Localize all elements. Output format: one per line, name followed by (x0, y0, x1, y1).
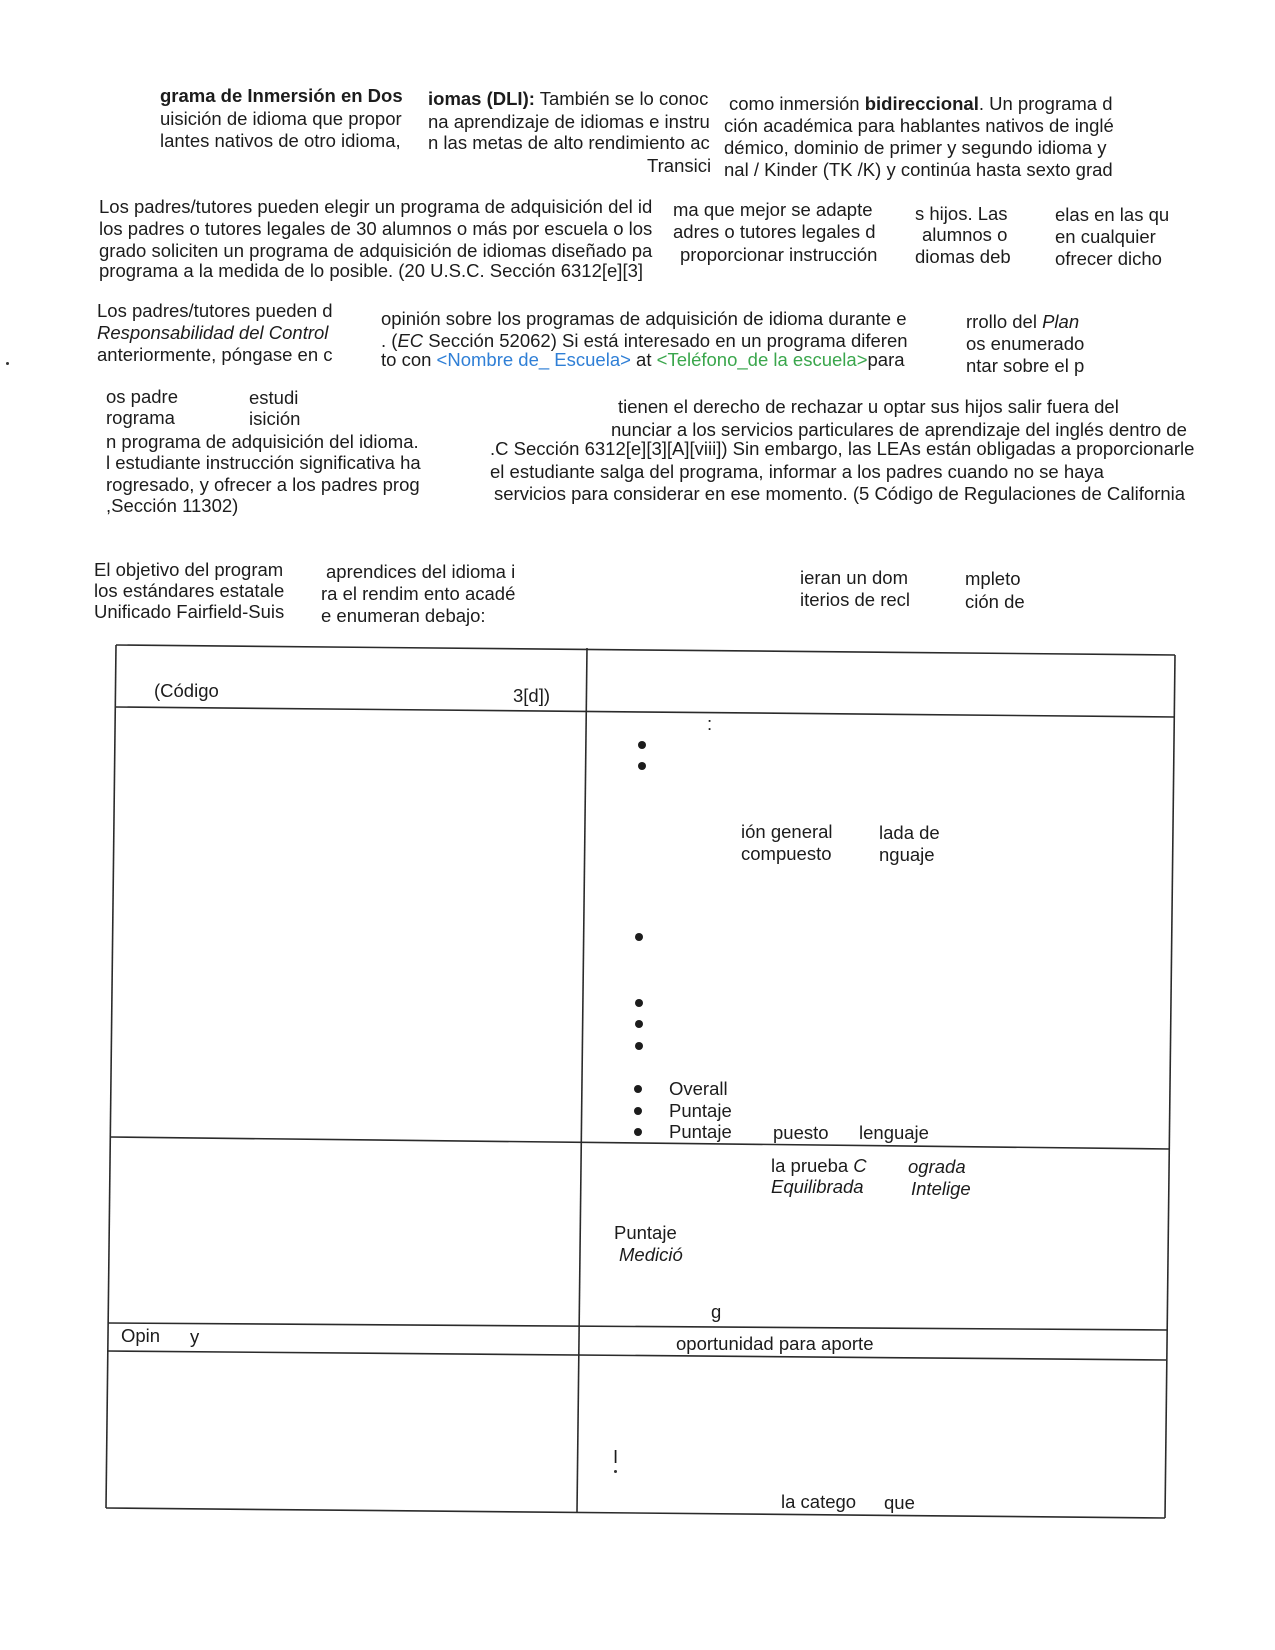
plan-italic: Plan (1042, 311, 1080, 332)
goal-col1-line-3: Unificado Fairfield-Suis (94, 601, 285, 622)
goal-col2-line-3: e enumeran debajo: (321, 605, 486, 626)
bullet-icon (638, 762, 646, 770)
dli-right-line-1-after: . Un programa d (978, 93, 1113, 114)
row5-fragment-que: que (884, 1492, 915, 1513)
row3-italic-intelige: Intelige (911, 1178, 971, 1199)
goal-col3-line-2: iterios de recl (800, 589, 911, 610)
request-col1-line-3: grado soliciten un programa de adquisición de idiomas diseñado pa (99, 240, 653, 261)
feedback-col2-line-1: opinión sobre los programas de adquisición de idioma durante e (381, 308, 907, 329)
dli-right-line-4: nal / Kinder (TK /K) y continúa hasta sexto grad (724, 159, 1113, 180)
optout-right-line-3: .C Sección 6312[e][3][A][viii]) Sin embargo, las LEAs están obligadas a proporcionarle (490, 438, 1195, 459)
row3-italic-equilibrada: Equilibrada (771, 1176, 864, 1197)
row3-g-fragment: g (711, 1301, 722, 1322)
optout-left-a-line-2: rograma (106, 407, 175, 428)
table-header-divider (116, 707, 1175, 717)
goal-col1-line-2: los estándares estatale (94, 580, 285, 601)
row2-fragment-compuesto: compuesto (741, 843, 832, 864)
feedback-col3-line-2: os enumerado (966, 333, 1085, 354)
bullet-icon (634, 1085, 642, 1093)
row4-left-opin: Opin (121, 1325, 161, 1346)
row5-fragment-catego: la catego (781, 1491, 857, 1512)
table-row3-divider (108, 1323, 1167, 1330)
request-col2-line-1: ma que mejor se adapte (673, 199, 873, 220)
request-col1-line-4: programa a la medida de lo posible. (20 U.S.C. Sección 6312[e][3] (99, 260, 644, 281)
row4-right-text: oportunidad para aporte (676, 1333, 874, 1354)
dli-left-line-1: grama de Inmersión en Dos (160, 85, 403, 106)
request-col1-line-2: los padres o tutores legales de 30 alumnos o más por escuela o los (99, 218, 653, 239)
request-col4-line-2: en cualquier (1055, 226, 1156, 247)
feedback-col1-line-2: Responsabilidad del Control (97, 322, 329, 343)
row2-tail-lenguaje: lenguaje (859, 1122, 929, 1143)
feedback-col3-line-1-before: rrollo del (966, 311, 1043, 332)
school-name-placeholder: <Nombre de_ Escuela> (436, 349, 631, 370)
optout-left-line-3: n programa de adquisición del idioma. (106, 431, 419, 452)
ec-code-italic: EC (397, 330, 424, 351)
goal-col1-line-1: El objetivo del program (94, 559, 284, 580)
request-col3-line-2: alumnos o (922, 224, 1008, 245)
request-col3-line-1: s hijos. Las (915, 203, 1008, 224)
table-row4-divider (107, 1351, 1166, 1360)
row3-prueba-text: la prueba (771, 1155, 854, 1176)
request-col3-line-3: diomas deb (915, 246, 1011, 267)
feedback-col1-line-1: Los padres/tutores pueden d (97, 300, 333, 321)
table-border-left (106, 645, 116, 1508)
dli-right-line-1-before: como inmersión (729, 93, 865, 114)
row3-prueba-italic: C (853, 1155, 867, 1176)
optout-right-line-1: tienen el derecho de rechazar u optar sus hijos salir fuera del (618, 396, 1119, 417)
goal-col2-line-1: aprendices del idioma i (326, 561, 516, 582)
goal-col2-line-2: ra el rendim ento acadé (321, 583, 516, 604)
feedback-col2-line-2-after: Sección 52062) Si está interesado en un programa diferen (423, 330, 908, 351)
row5-mark-dot (614, 1470, 617, 1473)
dli-transition-fragment: Transici (647, 155, 712, 176)
row5-mark: I (613, 1446, 619, 1467)
bullet-icon (635, 933, 643, 941)
optout-right-line-2: nunciar a los servicios particulares de aprendizaje del inglés dentro de (611, 419, 1187, 440)
request-col2-line-3: proporcionar instrucción (680, 244, 878, 265)
feedback-col2-line-2-before: . ( (381, 330, 398, 351)
request-col4-line-3: ofrecer dicho (1055, 248, 1162, 269)
goal-col3-line-1: ieran un dom (800, 567, 908, 588)
dli-bidirectional-bold: bidireccional (864, 93, 979, 114)
school-phone-placeholder: <Teléfono_de la escuela> (656, 349, 868, 370)
row2-fragment-lada: lada de (879, 822, 940, 843)
feedback-col2-line-3-at: at (630, 349, 657, 370)
row3-score-label: Puntaje (614, 1222, 677, 1243)
row3-italic-ograda: ograda (908, 1156, 966, 1177)
row4-left-y: y (190, 1326, 200, 1347)
feedback-col2-line-3-before: to con (381, 349, 437, 370)
row2-fragment-general: ión general (741, 821, 833, 842)
table-column-divider (577, 648, 587, 1512)
row2-colon: : (707, 713, 713, 734)
row3-prueba-line (771, 1155, 867, 1177)
feedback-col1-line-3: anteriormente, póngase en c (97, 344, 333, 365)
bullet-icon (634, 1107, 642, 1115)
row2-bullet-overall: Overall (669, 1078, 728, 1099)
bullet-icon (638, 741, 646, 749)
table-border-bottom (106, 1508, 1165, 1518)
row2-tail-puesto: puesto (773, 1122, 829, 1143)
bullet-icon (634, 1128, 642, 1136)
optout-left-b-line-1: estudi (249, 387, 299, 408)
dli-right-line-2: ción académica para hablantes nativos de inglé (724, 115, 1114, 136)
table-header-code-fragment: (Código (154, 680, 219, 701)
goal-col4-line-2: ción de (965, 591, 1025, 612)
dli-term-bold: iomas (DLI): (428, 88, 535, 109)
optout-left-a-line-1: os padre (106, 386, 178, 407)
table-row2-divider (110, 1137, 1170, 1149)
dli-left-line-2: uisición de idioma que propor (160, 108, 402, 129)
feedback-col2-line-3-after: para (867, 349, 905, 370)
dli-middle-line-1-rest: También se lo conoc (534, 88, 709, 109)
optout-right-line-4: el estudiante salga del programa, informar a los padres cuando no se haya (490, 461, 1104, 482)
table-border-top (116, 645, 1175, 655)
dli-right-line-3: démico, dominio de primer y segundo idioma y (724, 137, 1107, 158)
goal-col4-line-1: mpleto (965, 568, 1021, 589)
optout-right-line-5: servicios para considerar en ese momento. (5 Código de Regulaciones de California (494, 483, 1186, 504)
feedback-col3-line-3: ntar sobre el p (966, 355, 1085, 376)
optout-left-line-5: rogresado, y ofrecer a los padres prog (106, 474, 420, 495)
row2-fragment-nguaje: nguaje (879, 844, 935, 865)
optout-left-line-4: l estudiante instrucción significativa ha (106, 452, 421, 473)
bullet-icon (635, 999, 643, 1007)
row3-measure-italic: Medició (619, 1244, 683, 1265)
row2-bullet-puntaje-1: Puntaje (669, 1100, 732, 1121)
table-border-right (1165, 655, 1175, 1518)
request-col2-line-2: adres o tutores legales d (673, 221, 876, 242)
bullet-icon (635, 1020, 643, 1028)
dli-left-line-3: lantes nativos de otro idioma, (160, 130, 401, 151)
table-header-section-fragment: 3[d]) (513, 685, 551, 706)
request-col4-line-1: elas en las qu (1055, 204, 1170, 225)
bullet-icon (635, 1042, 643, 1050)
row2-bullet-puntaje-2: Puntaje (669, 1121, 732, 1142)
optout-left-b-line-2: isición (249, 408, 301, 429)
request-col1-line-1: Los padres/tutores pueden elegir un programa de adquisición del id (99, 196, 653, 217)
dli-middle-line-2: na aprendizaje de idiomas e instru (428, 111, 710, 132)
dli-middle-line-3: n las metas de alto rendimiento ac (428, 132, 710, 153)
optout-left-line-6: ,Sección 11302) (106, 495, 239, 516)
